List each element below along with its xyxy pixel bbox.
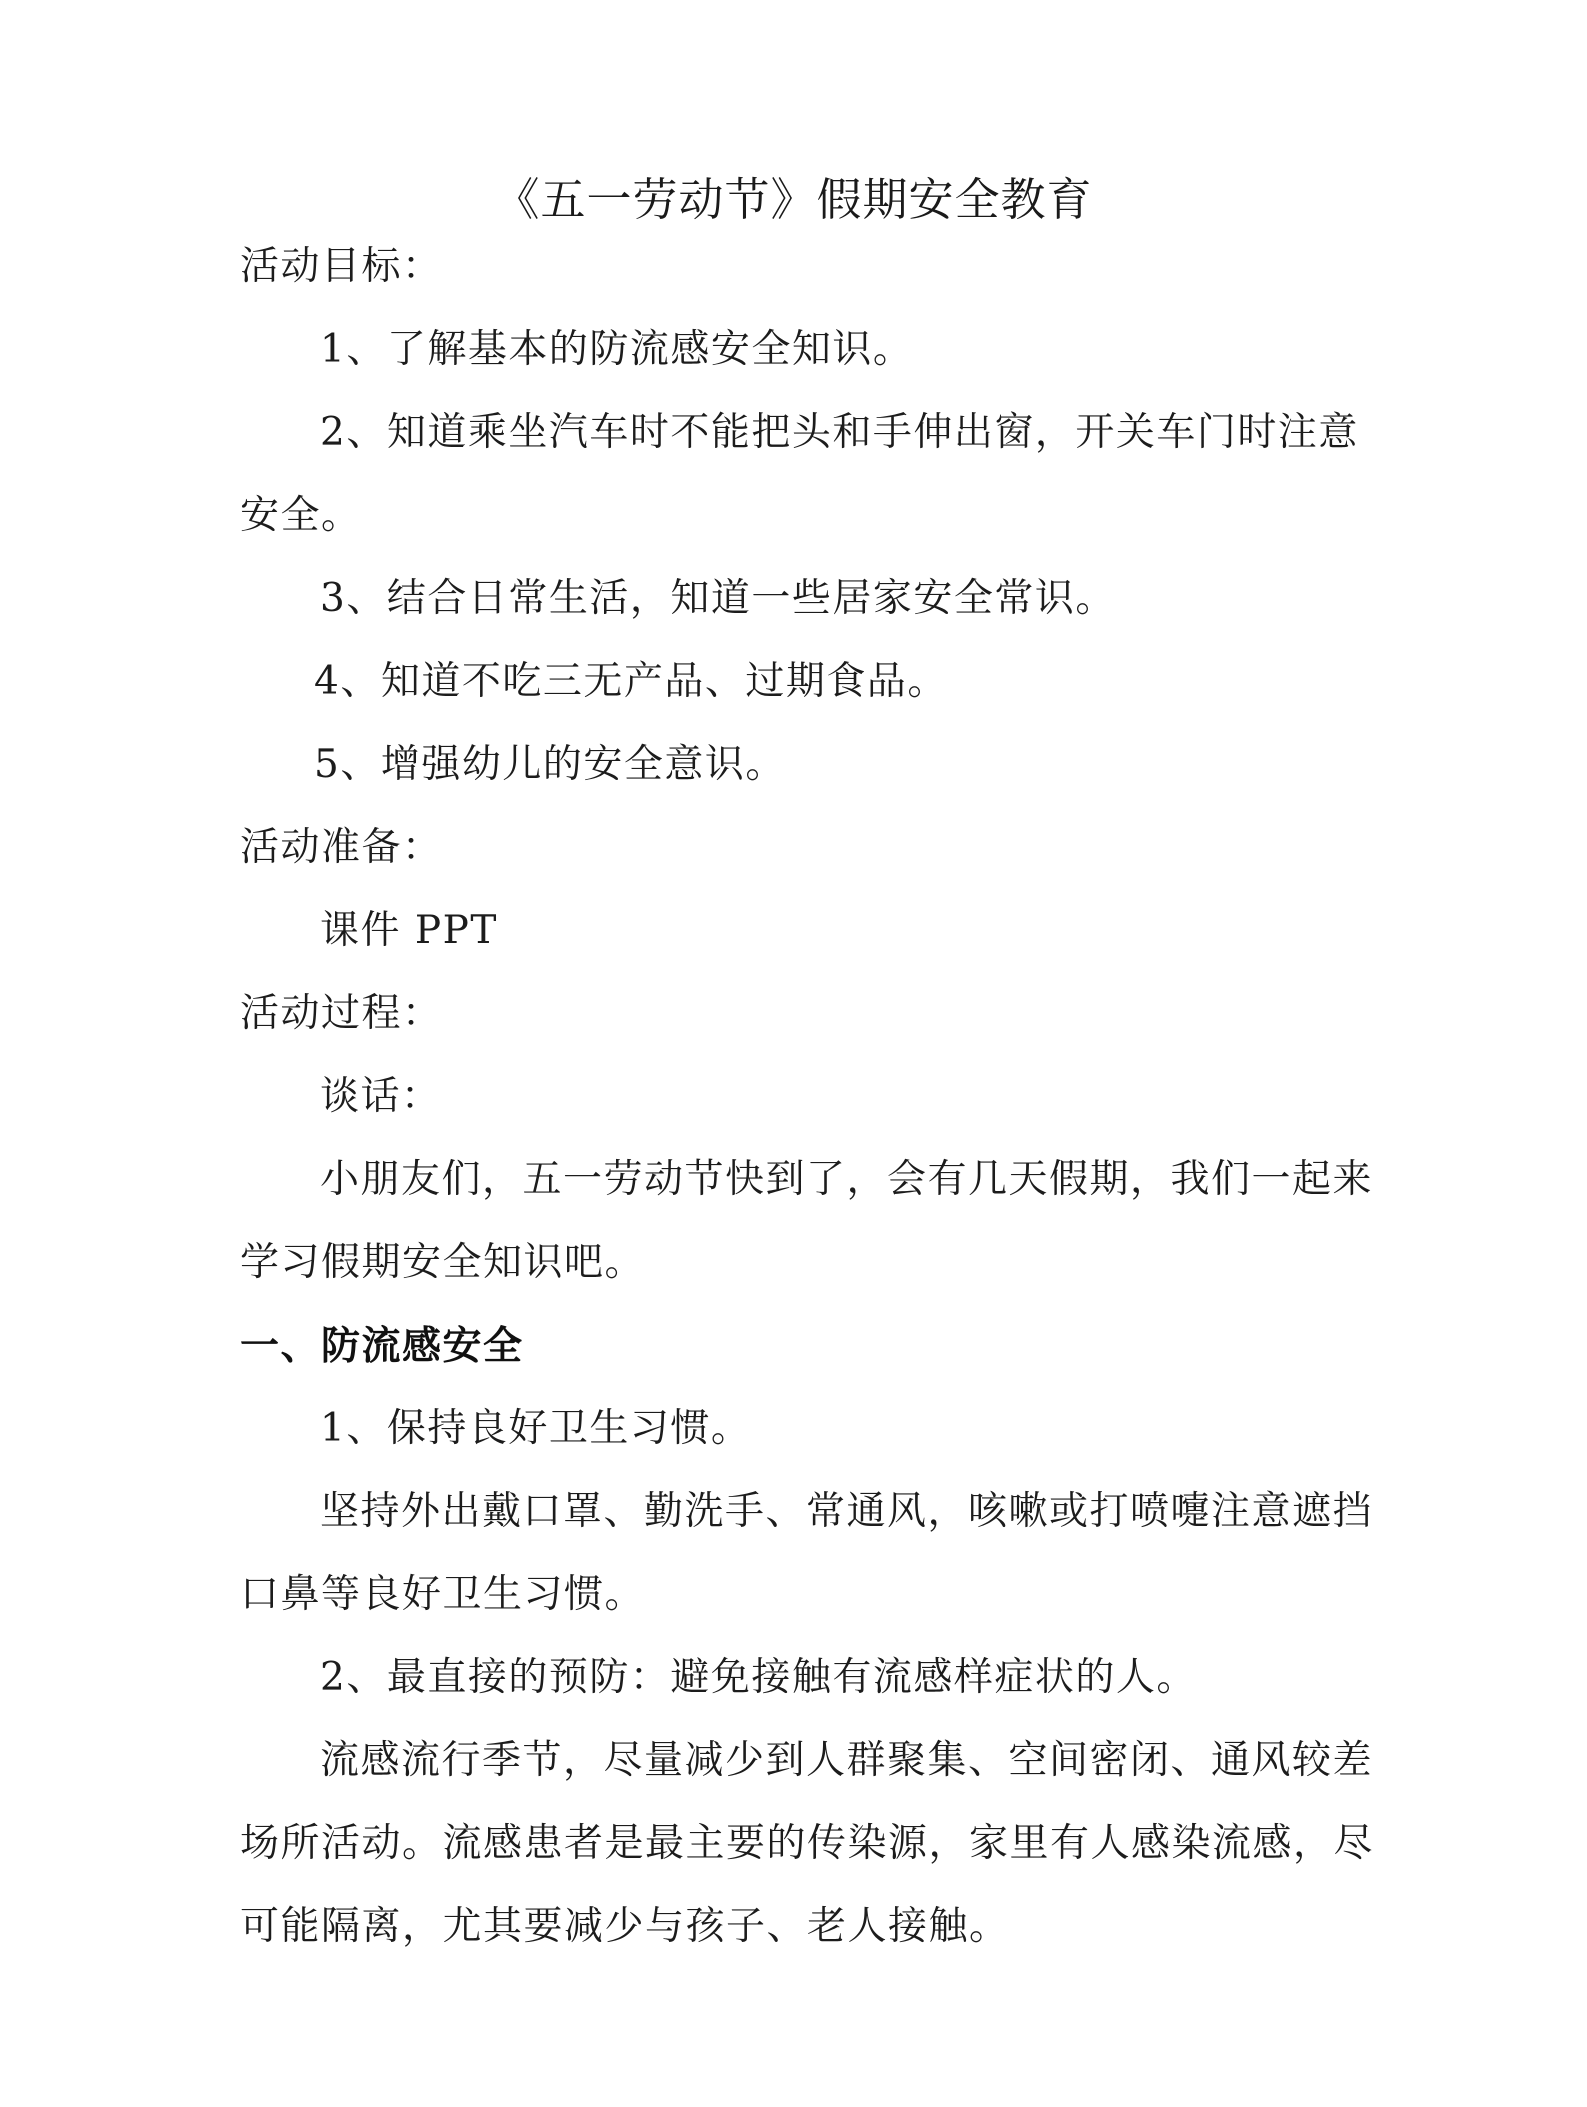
talk-paragraph-line-2: 学习假期安全知识吧。: [240, 1240, 646, 1285]
goal-item-2-continued: 安全。: [240, 493, 362, 538]
goal-item-4: 4、知道不吃三无产品、过期食品。: [314, 659, 948, 704]
goal-item-3: 3、结合日常生活，知道一些居家安全常识。: [320, 576, 1116, 621]
section-heading-goals: 活动目标：: [240, 244, 443, 289]
document-title: 《五一劳动节》假期安全教育: [494, 173, 1093, 226]
flu-point-2-title: 2、最直接的预防：避免接触有流感样症状的人。: [320, 1655, 1197, 1700]
talk-paragraph-line-1: 小朋友们，五一劳动节快到了，会有几天假期，我们一起来: [320, 1157, 1374, 1202]
flu-point-2-line-2: 场所活动。流感患者是最主要的传染源，家里有人感染流感，尽: [240, 1821, 1375, 1866]
preparation-content: 课件 PPT: [320, 908, 498, 953]
goal-item-2: 2、知道乘坐汽车时不能把头和手伸出窗，开关车门时注意: [320, 410, 1359, 455]
section-heading-preparation: 活动准备：: [240, 825, 443, 870]
flu-point-1-line-1: 坚持外出戴口罩、勤洗手、常通风，咳嗽或打喷嚏注意遮挡: [320, 1489, 1374, 1534]
flu-point-1-title: 1、保持良好卫生习惯。: [320, 1406, 752, 1451]
talk-label: 谈话：: [320, 1074, 442, 1119]
flu-point-2-line-1: 流感流行季节，尽量减少到人群聚集、空间密闭、通风较差: [320, 1738, 1374, 1783]
section-heading-flu-safety: 一、防流感安全: [240, 1323, 524, 1369]
flu-point-1-line-2: 口鼻等良好卫生习惯。: [240, 1572, 646, 1617]
goal-item-5: 5、增强幼儿的安全意识。: [314, 742, 786, 787]
section-heading-process: 活动过程：: [240, 991, 443, 1036]
goal-item-1: 1、了解基本的防流感安全知识。: [320, 327, 914, 372]
flu-point-2-line-3: 可能隔离，尤其要减少与孩子、老人接触。: [240, 1904, 1010, 1949]
